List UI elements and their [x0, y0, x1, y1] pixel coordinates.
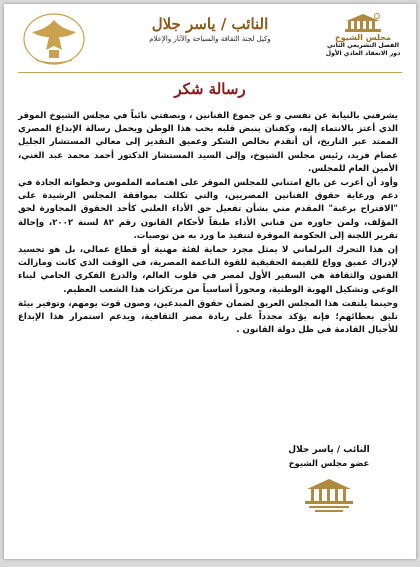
signature-block [264, 444, 394, 515]
sender-name: النائب / ياسر جلال [151, 15, 269, 33]
legislative-term: الفصل التشريعي الثاني [327, 42, 399, 49]
letter-page [4, 4, 416, 559]
letter-title: رسالة شكر [174, 80, 246, 98]
signature-role: عضو مجلس الشيوخ [288, 458, 370, 468]
session-round: دور الانعقاد العادي الأول [325, 50, 401, 57]
paragraph: يشرفني بالنيابة عن نفسي و عن جموع الفنانين ، وبصفتي نائباً في مجلس الشيوخ الموقر الذي أعتز بالانتماء إليه، وكفنان ينبض قلبه بحب هذا الوطن ويحمل رسالة الإبداع المصري الممتد عبر التاريخ، أن أتقدم بخالص الشكر وعميق التقدير إلى معالي المستشار الجليل عصام فريد، رئيس مجلس الشيوخ، وإلى السيد المستشار الدكتور أحمد محمد عبد الغني، الأمين العام للمجلس. [18, 111, 398, 174]
senate-name: مجلس الشيوخ [334, 33, 391, 42]
paragraph: وأود أن أعرب عن بالغ امتناني للمجلس الموقر على اهتمامه الملموس وخطواته الجادة في دعم ورعاية حقوق الفنانين المصريين، والتي تكللت بموافقة المجلس الرشيدة على "الاقتراح برغبة" المقدم مني بشأن تفعيل حق الأداء العلني كأحد الحقوق المجاورة لحق المؤلف، ولمن جاوره من فناني الأداء طبقاً لأحكام القانون رقم ٨٢ لسنة ٢٠٠٢، وإحالة تقرير اللجنة إلى الحكومة الموقرة لتنفيذ ما ورد به من توصيات. [18, 178, 398, 241]
letterhead [12, 10, 408, 70]
paragraph: إن هذا التحرك البرلماني لا يمثل مجرد حماية لفئة مهنية أو قطاع عمالي، بل هو تجسيد لإدراك عميق وواع للقيمة الحقيقية للقوة الناعمة المصرية، في الوقت الذي كانت ومازالت الفنون والثقافة هي السفير الأول لمصر في قلوب العالم، والدرع الفكري الحامي لبناء الوعي وتشكيل الهوية الوطنية، ومحوراً أساسياً من مرتكزات هذا الشعب العظيم. [18, 245, 398, 295]
sender-block [112, 14, 308, 45]
senate-building-icon [343, 12, 383, 34]
signature-name: النائب / ياسر جلال [288, 445, 370, 455]
senate-stamp-icon [299, 475, 359, 515]
paragraph: وحينما يلتفت هذا المجلس العريق لضمان حقوق المبدعين، وصون قوت يومهم، وتوفير بيئة تليق بعطائهم؛ فإنه يؤكد مجدداً على ريادة مصر الثقافية، ويدعم استمرار هذا الإبداع للأجيال القادمة في ظل دولة القانون . [18, 298, 398, 336]
letter-body [18, 110, 398, 338]
senate-emblem-block [318, 12, 408, 58]
header-divider [18, 72, 402, 73]
republic-eagle-emblem-icon [16, 10, 92, 68]
sender-role: وكيل لجنة الثقافة والسياحة والآثار والإعلام [149, 35, 271, 43]
